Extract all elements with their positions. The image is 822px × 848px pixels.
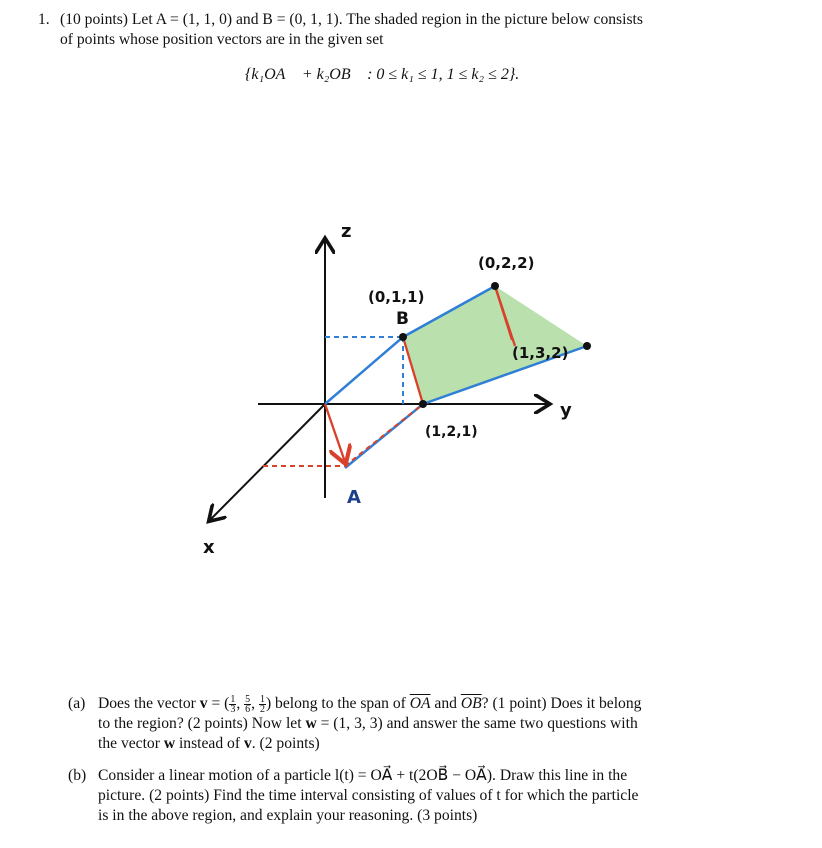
part-b-line1: Consider a linear motion of a particle l(t) = OA⃗ + t(2OB⃗ − OA⃗). Draw this line in the xyxy=(98,767,628,784)
part-a-line3b: instead of xyxy=(175,735,244,752)
vector-v: v xyxy=(199,695,208,712)
label-121: (1,2,1) xyxy=(425,424,478,440)
fraction-2: $\frac{5}{6}$ xyxy=(245,693,251,715)
vector-diagram xyxy=(0,180,822,580)
problem-number: 1. xyxy=(38,11,50,28)
vector-w: w xyxy=(305,715,317,732)
dashed-red-diagonal xyxy=(345,404,423,466)
vector-v-2: v xyxy=(243,735,252,752)
part-a-line2: to the region? (2 points) Now let xyxy=(98,715,306,732)
y-axis-label: y xyxy=(560,400,572,421)
point-121 xyxy=(419,400,427,408)
vector-ob: $\overline{OB}$ xyxy=(460,695,482,712)
vector-oa: $\overline{OA}$ xyxy=(409,695,431,712)
part-b-line3: is in the above region, and explain your reasoning. (3 points) xyxy=(98,807,478,824)
part-a-q1: ? (1 point) Does it belong xyxy=(481,695,642,712)
part-a-text-2: ) belong to the span of xyxy=(265,695,410,712)
part-a-line3: the vector xyxy=(98,735,164,752)
vector-w-2: w xyxy=(163,735,176,752)
x-axis-label: x xyxy=(203,537,215,558)
problem-intro: (10 points) Let A = (1, 1, 0) and B = (0, 1, 1). The shaded region in the picture below consists xyxy=(60,11,643,28)
figure xyxy=(0,180,822,580)
fraction-1: $\frac{1}{3}$ xyxy=(230,693,236,715)
z-axis-label: z xyxy=(341,221,352,242)
set-definition: {k₁OA⃗ + k₂OB⃗ : 0 ≤ k₁ ≤ 1, 1 ≤ k₂ ≤ 2}. xyxy=(245,66,520,83)
label-132: (1,3,2) xyxy=(512,344,569,362)
part-a: (a) Does the vector v = ( $\frac{1}{3}$ , $\frac{5}{6}$ , $\frac{1}{2}$ ) belong to the span of $\overline{OA}$ and $\overline{OB}$? (1 point) Does it belong to the region? (2 points) Now let w = (1, 3, 3) and answer the same two questions with the vector w instead of v. (2 points) xyxy=(68,693,642,752)
problem-statement xyxy=(38,10,760,50)
point-b xyxy=(399,333,407,341)
x-axis xyxy=(210,404,325,520)
part-a-line2b: = (1, 3, 3) and answer the same two questions with xyxy=(316,715,638,732)
label-b: B xyxy=(396,309,409,329)
fraction-3: $\frac{1}{2}$ xyxy=(259,693,265,715)
part-b-line2: picture. (2 points) Find the time interval consisting of values of t for which the particle xyxy=(98,787,639,804)
part-a-eq: = ( xyxy=(207,695,230,712)
part-a-and: and xyxy=(430,695,461,712)
problem-intro-line2: of points whose position vectors are in the given set xyxy=(60,31,384,48)
part-b xyxy=(70,766,730,826)
label-b-coords: (0,1,1) xyxy=(368,288,425,306)
blue-line-ob xyxy=(325,337,403,404)
point-132 xyxy=(583,342,591,350)
label-a: A xyxy=(347,487,361,508)
part-a-label: (a) xyxy=(68,695,86,712)
red-vector-oa xyxy=(325,404,345,462)
point-022 xyxy=(491,282,499,290)
part-a-text-1: Does the vector xyxy=(98,695,200,712)
label-022: (0,2,2) xyxy=(478,254,535,272)
part-a-line3c: . (2 points) xyxy=(251,735,320,752)
part-b-label: (b) xyxy=(68,767,87,784)
